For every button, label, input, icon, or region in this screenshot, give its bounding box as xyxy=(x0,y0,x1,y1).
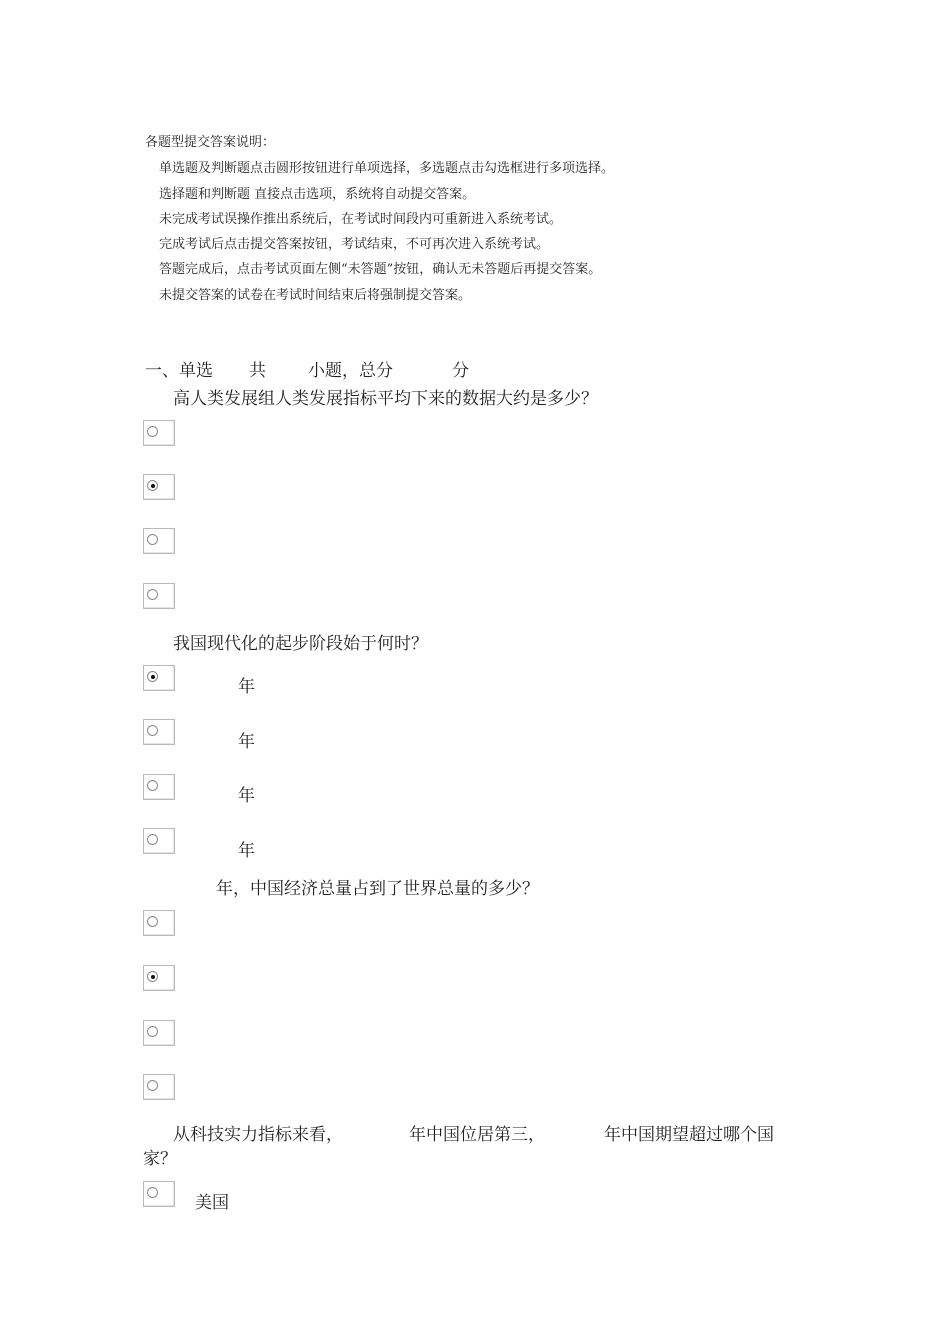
option-label: 年 xyxy=(238,677,255,697)
question-text-part: 年中国位居第三， xyxy=(409,1125,545,1145)
radio-option[interactable] xyxy=(143,1020,175,1046)
question-text-part: 年中国期望超过哪个国 xyxy=(604,1125,774,1145)
radio-option[interactable] xyxy=(143,774,175,800)
question-text-part: 从科技实力指标来看， xyxy=(173,1125,343,1145)
radio-icon xyxy=(147,916,158,927)
radio-icon xyxy=(147,780,158,791)
radio-option[interactable] xyxy=(143,665,175,691)
radio-icon xyxy=(147,426,158,437)
radio-option[interactable] xyxy=(143,965,175,991)
radio-option[interactable] xyxy=(143,828,175,854)
option-label: 年 xyxy=(238,732,255,752)
question-text: 年，中国经济总量占到了世界总量的多少？ xyxy=(216,879,539,899)
radio-icon xyxy=(147,834,158,845)
radio-icon xyxy=(147,1187,158,1198)
section-score-suffix: 分 xyxy=(452,361,469,381)
radio-icon xyxy=(147,725,158,736)
radio-option[interactable] xyxy=(143,910,175,936)
section-count-prefix: 共 xyxy=(249,361,266,381)
radio-option[interactable] xyxy=(143,528,175,554)
section-label: 一、单选 xyxy=(145,361,213,381)
radio-option[interactable] xyxy=(143,719,175,745)
question-text: 我国现代化的起步阶段始于何时？ xyxy=(173,634,428,654)
radio-option[interactable] xyxy=(143,1074,175,1100)
instruction-line: 单选题及判断题点击圆形按钮进行单项选择，多选题点击勾选框进行多项选择。 xyxy=(159,161,615,176)
option-label: 年 xyxy=(238,841,255,861)
instruction-line: 选择题和判断题 直接点击选项，系统将自动提交答案。 xyxy=(159,187,476,202)
radio-checked-icon xyxy=(147,971,158,982)
radio-option[interactable] xyxy=(143,474,175,500)
section-count-suffix: 小题，总分 xyxy=(308,361,393,381)
radio-option[interactable] xyxy=(143,1181,175,1207)
radio-checked-icon xyxy=(147,480,158,491)
instructions-title: 各题型提交答案说明： xyxy=(145,135,276,150)
radio-icon xyxy=(147,534,158,545)
radio-icon xyxy=(147,1026,158,1037)
instruction-line: 未提交答案的试卷在考试时间结束后将强制提交答案。 xyxy=(159,288,472,303)
radio-icon xyxy=(147,589,158,600)
instruction-line: 完成考试后点击提交答案按钮，考试结束，不可再次进入系统考试。 xyxy=(159,237,550,252)
radio-icon xyxy=(147,1080,158,1091)
option-label: 年 xyxy=(238,786,255,806)
radio-checked-icon xyxy=(147,671,158,682)
question-text-part: 家？ xyxy=(143,1149,177,1169)
instruction-line: 答题完成后，点击考试页面左侧“未答题”按钮，确认无未答题后再提交答案。 xyxy=(159,262,602,277)
radio-option[interactable] xyxy=(143,583,175,609)
option-label: 美国 xyxy=(195,1193,229,1213)
question-text: 高人类发展组人类发展指标平均下来的数据大约是多少？ xyxy=(173,389,598,409)
instruction-line: 未完成考试误操作推出系统后，在考试时间段内可重新进入系统考试。 xyxy=(159,212,563,227)
radio-option[interactable] xyxy=(143,420,175,446)
